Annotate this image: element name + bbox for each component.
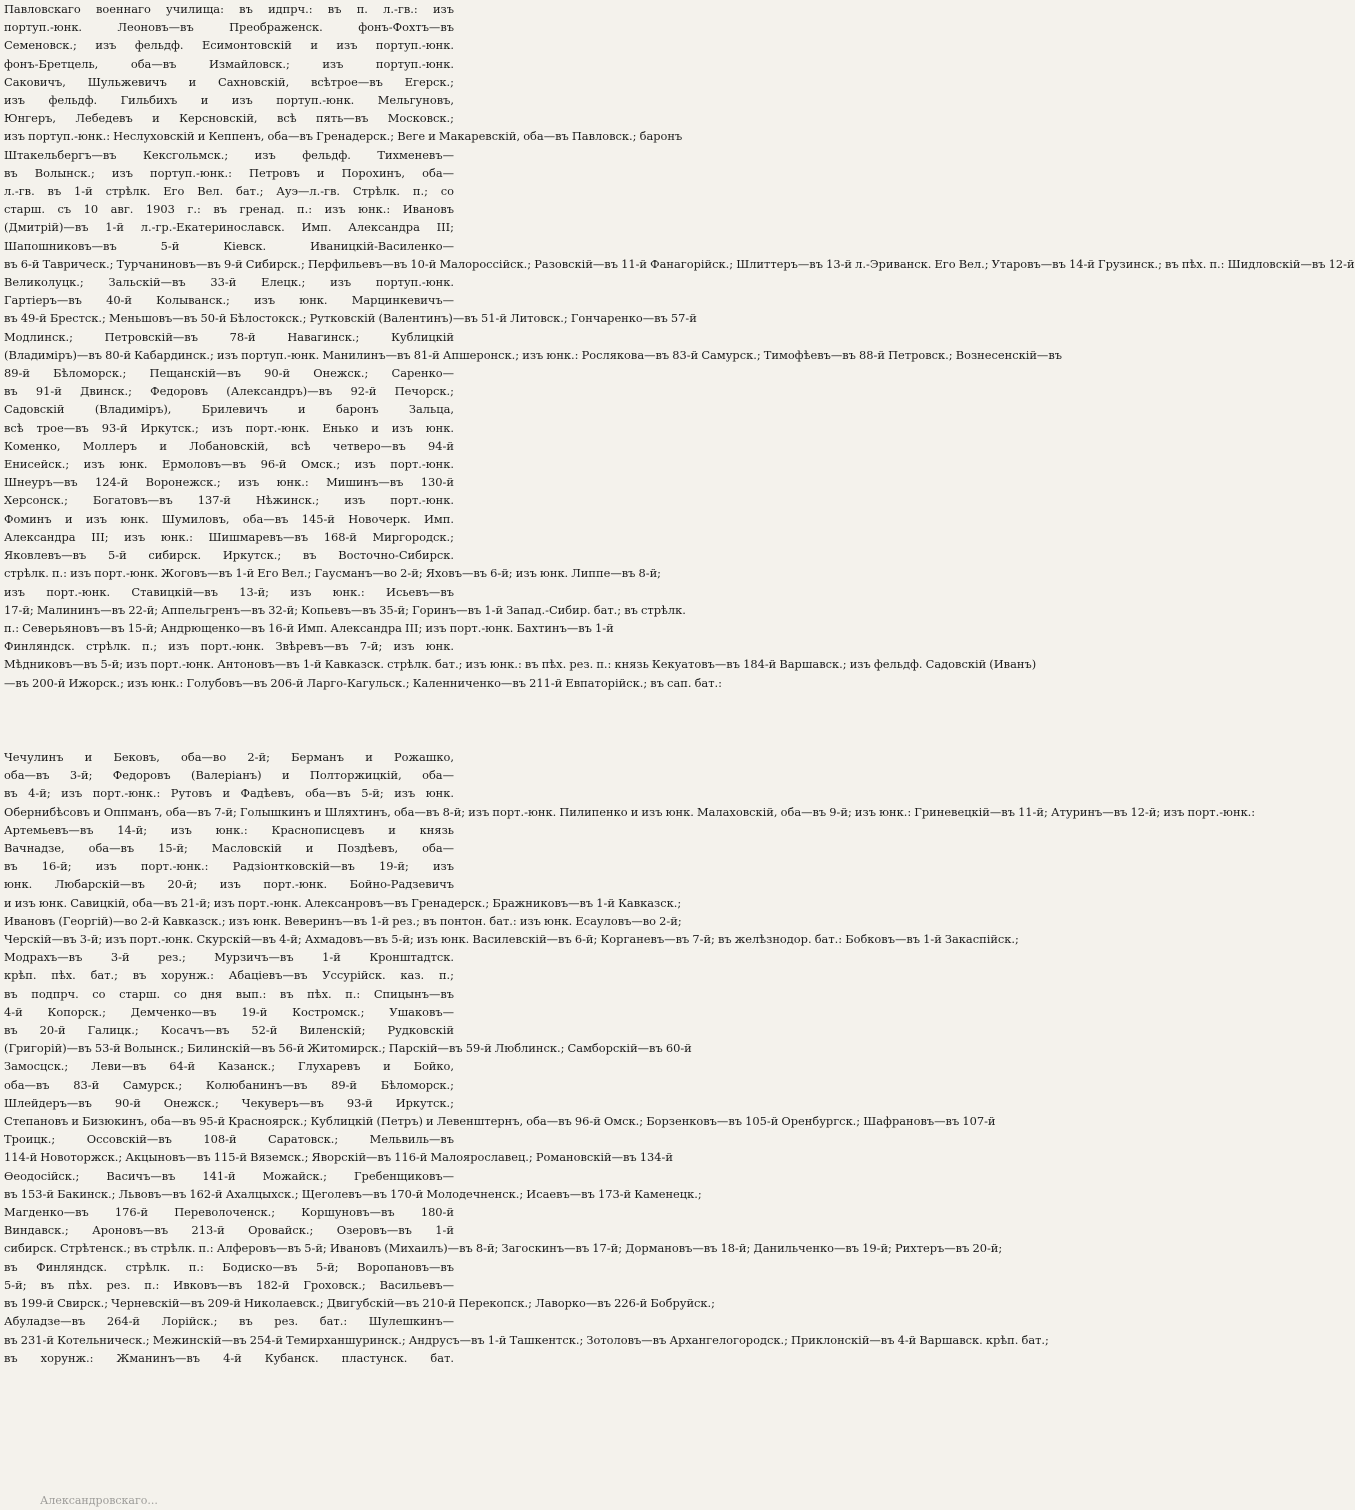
text-line: Юнгеръ, Лебедевъ и Керсновскій, всѣ пять—въ Московск.;: [4, 111, 454, 126]
text-line: Ѳеодосійск.; Васичъ—въ 141-й Можайск.; Гребенщиковъ—: [4, 1168, 454, 1183]
text-block-lower: [4, 748, 1256, 1367]
text-line: въ 231-й Котельническ.; Межинскій—въ 254-й Темирханшуринск.; Андрусъ—въ 1-й Ташкентск.; Зотоловъ—въ Архангелогородск.; Приклонскій—въ 4-й Варшавск. крѣп. бат.;: [4, 1332, 1049, 1347]
text-line: Шнеуръ—въ 124-й Воронежск.; изъ юнк.: Мишинъ—въ 130-й: [4, 475, 454, 490]
text-line: изъ фельдф. Гильбихъ и изъ портуп.-юнк. Мельгуновъ,: [4, 93, 454, 108]
text-line: и изъ юнк. Савицкій, оба—въ 21-й; изъ порт.-юнк. Алексанровъ—въ Гренадерск.; Бражниковъ—въ 1-й Кавказск.;: [4, 895, 682, 910]
text-line: юнк. Любарскій—въ 20-й; изъ порт.-юнк. Бойно-Радзевичъ: [4, 877, 454, 892]
text-line: фонъ-Бретцель, оба—въ Измайловск.; изъ портуп.-юнк.: [4, 56, 454, 71]
text-line: въ 49-й Брестск.; Меньшовъ—въ 50-й Бѣлостокск.; Рутковскій (Валентинъ)—въ 51-й Литовск.; Гончаренко—въ 57-й: [4, 311, 697, 326]
text-line: Саковичъ, Шульжевичъ и Сахновскій, всѣтрое—въ Егерск.;: [4, 74, 454, 89]
text-line: Виндавск.; Ароновъ—въ 213-й Оровайск.; Озеровъ—въ 1-й: [4, 1223, 454, 1238]
text-line: оба—въ 3-й; Федоровъ (Валеріанъ) и Полторжицкій, оба—: [4, 768, 454, 783]
text-line: (Владиміръ)—въ 80-й Кабардинск.; изъ портуп.-юнк. Манилинъ—въ 81-й Апшеронск.; изъ юнк.: Рослякова—въ 83-й Самурск.; Тимофѣевъ—въ 88-й Петровск.; Вознесенскій—въ: [4, 347, 1062, 362]
text-line: 114-й Новоторжск.; Акцыновъ—въ 115-й Вяземск.; Яворскій—въ 116-й Малоярославец.; Романовскій—въ 134-й: [4, 1150, 673, 1165]
footer-cutoff-text: Александровскаго...: [40, 1494, 158, 1507]
text-line: оба—въ 83-й Самурск.; Колюбанинъ—въ 89-й Бѣломорск.;: [4, 1077, 454, 1092]
text-line: Садовскій (Владиміръ), Брилевичъ и баронъ Зальца,: [4, 402, 454, 417]
text-line: Черскій—въ 3-й; изъ порт.-юнк. Скурскій—въ 4-й; Ахмадовъ—въ 5-й; изъ юнк. Василевскій—въ 6-й; Корганевъ—въ 7-й; въ желѣзнодор. бат.: Бобковъ—въ 1-й Закаспійск.;: [4, 932, 1019, 947]
text-line: въ хорунж.: Жманинъ—въ 4-й Кубанск. пластунск. бат.: [4, 1350, 454, 1365]
text-line: изъ портуп.-юнк.: Неслуховскій и Кеппенъ, оба—въ Гренадерск.; Веге и Макаревскій, оба—въ Павловск.; баронъ: [4, 129, 683, 144]
text-line: стрѣлк. п.: изъ порт.-юнк. Жоговъ—въ 1-й Его Вел.; Гаусманъ—во 2-й; Яховъ—въ 6-й; изъ юнк. Липпе—въ 8-й;: [4, 566, 662, 581]
text-line: всѣ трое—въ 93-й Иркутск.; изъ порт.-юнк. Енько и изъ юнк.: [4, 420, 454, 435]
text-line: Александра III; изъ юнк.: Шишмаревъ—въ 168-й Миргородск.;: [4, 529, 454, 544]
text-line: —въ 200-й Ижорск.; изъ юнк.: Голубовъ—въ 206-й Ларго-Кагульск.; Каленниченко—въ 211-й Евпаторійск.; въ сап. бат.:: [4, 675, 722, 690]
text-line: крѣп. пѣх. бат.; въ хорунж.: Абаціевъ—въ Уссурійск. каз. п.;: [4, 968, 454, 983]
text-line: л.-гв. въ 1-й стрѣлк. Его Вел. бат.; Ауэ—л.-гв. Стрѣлк. п.; со: [4, 184, 454, 199]
text-line: Енисейск.; изъ юнк. Ермоловъ—въ 96-й Омск.; изъ порт.-юнк.: [4, 457, 454, 472]
text-line: Артемьевъ—въ 14-й; изъ юнк.: Краснописцевъ и князь: [4, 822, 454, 837]
text-line: Абуладзе—въ 264-й Лорійск.; въ рез. бат.: Шулешкинъ—: [4, 1314, 454, 1329]
text-block-upper: [4, 0, 1355, 692]
text-line: старш. съ 10 авг. 1903 г.: въ гренад. п.: изъ юнк.: Ивановъ: [4, 202, 454, 217]
text-line: Замосцск.; Леви—въ 64-й Казанск.; Глухаревъ и Бойко,: [4, 1059, 454, 1074]
text-line: въ 199-й Свирск.; Черневскій—въ 209-й Николаевск.; Двигубскій—въ 210-й Перекопск.; Лаворко—въ 226-й Бобруйск.;: [4, 1296, 716, 1311]
text-line: портуп.-юнк. Леоновъ—въ Преображенск. фонъ-Фохтъ—въ: [4, 20, 454, 35]
text-line: 89-й Бѣломорск.; Пещанскій—въ 90-й Онежск.; Саренко—: [4, 366, 454, 381]
text-line: въ 153-й Бакинск.; Львовъ—въ 162-й Ахалцыхск.; Щеголевъ—въ 170-й Молодечненск.; Исаевъ—въ 173-й Каменецк.;: [4, 1186, 702, 1201]
text-line: Шлейдеръ—въ 90-й Онежск.; Чекуверъ—въ 93-й Иркутск.;: [4, 1095, 454, 1110]
text-line: Яковлевъ—въ 5-й сибирск. Иркутск.; въ Восточно-Сибирск.: [4, 548, 454, 563]
text-line: Фоминъ и изъ юнк. Шумиловъ, оба—въ 145-й Новочерк. Имп.: [4, 511, 454, 526]
text-line: сибирск. Стрѣтенск.; въ стрѣлк. п.: Алферовъ—въ 5-й; Ивановъ (Михаилъ)—въ 8-й; Загоскинъ—въ 17-й; Дормановъ—въ 18-й; Данильченко—въ 19-й; Рихтеръ—въ 20-й;: [4, 1241, 1003, 1256]
text-line: Шапошниковъ—въ 5-й Кіевск. Иваницкій-Василенко—: [4, 238, 454, 253]
text-line: Степановъ и Бизюкинъ, оба—въ 95-й Красноярск.; Кублицкій (Петръ) и Левенштернъ, оба—въ 96-й Омск.; Борзенковъ—въ 105-й Оренбургск.; Шафрановъ—въ 107-й: [4, 1114, 996, 1129]
text-line: Семеновск.; изъ фельдф. Есимонтовскій и изъ портуп.-юнк.: [4, 38, 454, 53]
text-line: въ Финляндск. стрѣлк. п.: Бодиско—въ 5-й; Воропановъ—въ: [4, 1259, 454, 1274]
text-line: Финляндск. стрѣлк. п.; изъ порт.-юнк. Звѣревъ—въ 7-й; изъ юнк.: [4, 639, 454, 654]
text-line: Мѣдниковъ—въ 5-й; изъ порт.-юнк. Антоновъ—въ 1-й Кавказск. стрѣлк. бат.; изъ юнк.: въ пѣх. рез. п.: князь Кекуатовъ—въ 184-й Варшавск.; изъ фельдф. Садовскій (Иванъ): [4, 657, 1037, 672]
text-line: п.: Северьяновъ—въ 15-й; Андрющенко—въ 16-й Имп. Александра III; изъ порт.-юнк. Бахтинъ—въ 1-й: [4, 620, 614, 635]
text-line: 17-й; Малининъ—въ 22-й; Аппельгренъ—въ 32-й; Копьевъ—въ 35-й; Горинъ—въ 1-й Запад.-Сибир. бат.; въ стрѣлк.: [4, 602, 686, 617]
text-line: въ 16-й; изъ порт.-юнк.: Радзіонтковскій—въ 19-й; изъ: [4, 859, 454, 874]
text-line: 5-й; въ пѣх. рез. п.: Ивковъ—въ 182-й Гроховск.; Васильевъ—: [4, 1277, 454, 1292]
text-line: Херсонск.; Богатовъ—въ 137-й Нѣжинск.; изъ порт.-юнк.: [4, 493, 454, 508]
text-line: Магденко—въ 176-й Переволоченск.; Коршуновъ—въ 180-й: [4, 1205, 454, 1220]
text-line: Чечулинъ и Бековъ, оба—во 2-й; Берманъ и Рожашко,: [4, 750, 454, 764]
text-line: въ 20-й Галицк.; Косачъ—въ 52-й Виленскій; Рудковскій: [4, 1023, 454, 1038]
text-line: Великолуцк.; Зальскій—въ 33-й Елецк.; изъ портуп.-юнк.: [4, 275, 454, 290]
text-line: въ 6-й Таврическ.; Турчаниновъ—въ 9-й Сибирск.; Перфильевъ—въ 10-й Малороссійск.; Разовскій—въ 11-й Фанагорійск.; Шлиттеръ—въ 13-й л.-Эриванск. Его Вел.; Утаровъ—въ 14-й Грузинск.; въ пѣх. п.: Шидловскій—въ 12-й: [4, 256, 1355, 271]
text-line: Модрахъ—въ 3-й рез.; Мурзичъ—въ 1-й Кронштадтск.: [4, 950, 454, 965]
text-line: Коменко, Моллеръ и Лобановскій, всѣ четверо—въ 94-й: [4, 438, 454, 453]
text-line: изъ порт.-юнк. Ставицкій—въ 13-й; изъ юнк.: Исьевъ—въ: [4, 584, 454, 599]
text-line: Модлинск.; Петровскій—въ 78-й Навагинск.; Кублицкій: [4, 329, 454, 344]
text-line: въ 91-й Двинск.; Федоровъ (Александръ)—въ 92-й Печорск.;: [4, 384, 454, 399]
text-line: Обернибѣсовъ и Оппманъ, оба—въ 7-й; Голышкинъ и Шляхтинъ, оба—въ 8-й; изъ порт.-юнк. Пилипенко и изъ юнк. Малаховскій, оба—въ 9-й; изъ юнк.: Гриневецкій—въ 11-й; Атуринъ—въ 12-й; изъ порт.-юнк.:: [4, 804, 1256, 819]
text-line: (Григорій)—въ 53-й Волынск.; Билинскій—въ 56-й Житомирск.; Парскій—въ 59-й Люблинск.; Самборскій—въ 60-й: [4, 1041, 692, 1056]
text-line: Вачнадзе, оба—въ 15-й; Масловскій и Поздѣевъ, оба—: [4, 841, 454, 856]
text-line: въ подпрч. со старш. со дня вып.: въ пѣх. п.: Спицынъ—въ: [4, 986, 454, 1001]
text-line: Гартіеръ—въ 40-й Колыванск.; изъ юнк. Марцинкевичъ—: [4, 293, 454, 308]
text-line: (Дмитрій)—въ 1-й л.-гр.-Екатеринославск. Имп. Александра III;: [4, 220, 454, 235]
text-line: въ Волынск.; изъ портуп.-юнк.: Петровъ и Порохинъ, оба—: [4, 165, 454, 180]
text-line: Павловскаго военнаго училища: въ идпрч.: въ п. л.-гв.: изъ: [4, 2, 454, 16]
text-line: 4-й Копорск.; Демченко—въ 19-й Костромск.; Ушаковъ—: [4, 1004, 454, 1019]
text-line: Троицк.; Оссовскій—въ 108-й Саратовск.; Мельвиль—въ: [4, 1132, 454, 1147]
text-line: Штакельбергъ—въ Кексгольмск.; изъ фельдф. Тихменевъ—: [4, 147, 454, 162]
text-line: Ивановъ (Георгій)—во 2-й Кавказск.; изъ юнк. Веверинъ—въ 1-й рез.; въ понтон. бат.: изъ юнк. Есауловъ—во 2-й;: [4, 913, 682, 928]
text-line: въ 4-й; изъ порт.-юнк.: Рутовъ и Фадѣевъ, оба—въ 5-й; изъ юнк.: [4, 786, 454, 801]
